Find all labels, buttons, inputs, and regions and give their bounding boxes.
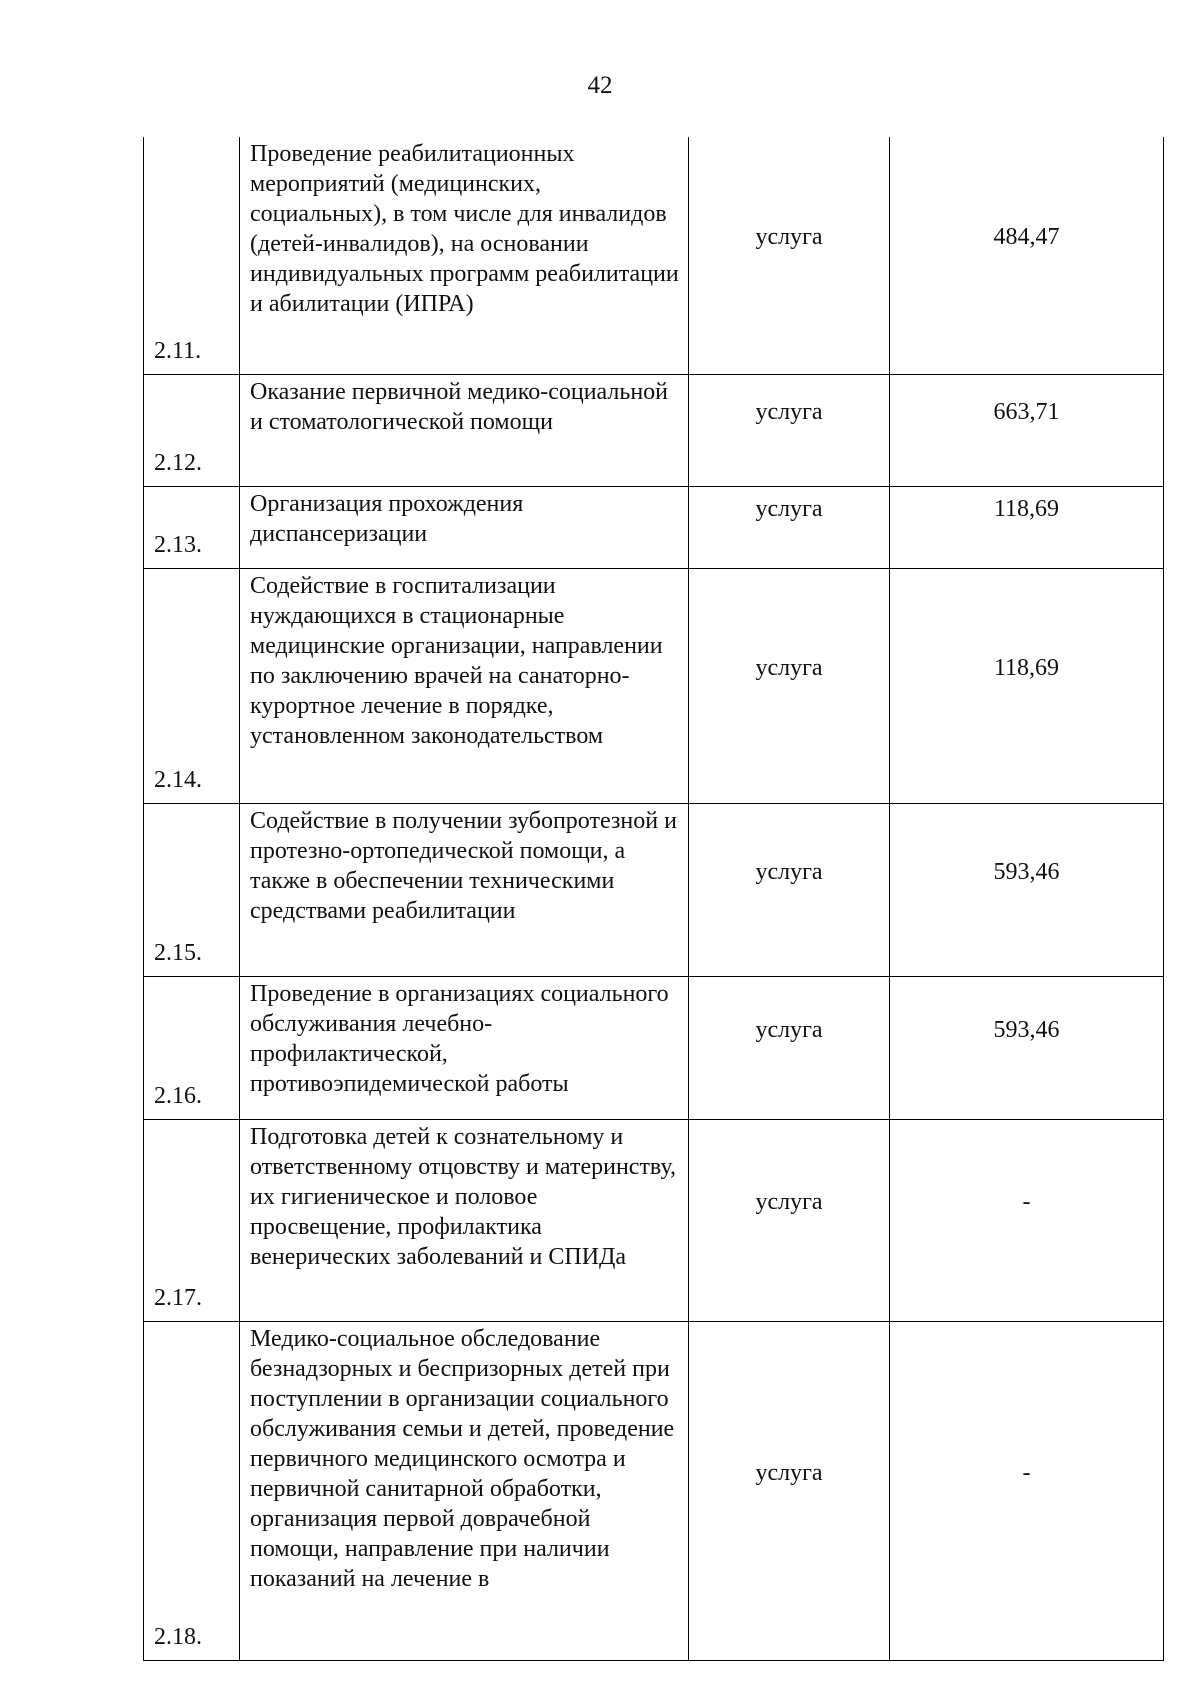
price-text: - <box>1022 1189 1031 1215</box>
service-name: Оказание первичной медико-социальной и стоматологической помощи <box>240 374 689 486</box>
service-name: Содействие в получении зубопротезной и протезно-ортопедической помощи, а также в обеспечении техническими средствами реабилитации <box>240 803 689 976</box>
service-name: Подготовка детей к сознательному и ответственному отцовству и материнству, их гигиеническое и половое просвещение, профилактика венерических заболеваний и СПИДа <box>240 1119 689 1321</box>
unit-text: услуга <box>755 1459 823 1486</box>
service-name: Проведение реабилитационных мероприятий (медицинских, социальных), в том числе для инвалидов (детей-инвалидов), на основании индивидуальных программ реабилитации и абилитации (ИПРА) <box>240 137 689 374</box>
unit-text: услуга <box>755 654 823 681</box>
row-number: 2.15. <box>144 803 240 976</box>
table-row <box>144 976 1164 1119</box>
table-row <box>144 568 1164 803</box>
price-cell <box>890 1321 1164 1660</box>
row-number: 2.13. <box>144 486 240 568</box>
row-number: 2.17. <box>144 1119 240 1321</box>
table-row <box>144 1119 1164 1321</box>
price-cell <box>890 137 1164 374</box>
service-name: Проведение в организациях социального обслуживания лечебно-профилактической, противоэпидемической работы <box>240 976 689 1119</box>
row-number: 2.12. <box>144 374 240 486</box>
row-number: 2.11. <box>144 137 240 374</box>
unit-text: услуга <box>755 1016 823 1043</box>
price-text: 118,69 <box>993 496 1060 522</box>
price-cell <box>890 976 1164 1119</box>
price-cell <box>890 803 1164 976</box>
price-text: 593,46 <box>993 858 1060 885</box>
price-cell <box>890 374 1164 486</box>
table-row <box>144 486 1164 568</box>
page-number: 42 <box>587 72 613 99</box>
price-text: - <box>1022 1459 1031 1486</box>
unit-cell <box>689 568 890 803</box>
price-text: 593,46 <box>993 1016 1060 1043</box>
unit-text: услуга <box>755 224 823 251</box>
price-text: 118,69 <box>993 654 1060 681</box>
table-row <box>144 803 1164 976</box>
unit-cell <box>689 486 890 568</box>
row-number: 2.16. <box>144 976 240 1119</box>
row-number: 2.14. <box>144 568 240 803</box>
unit-cell <box>689 137 890 374</box>
unit-cell <box>689 374 890 486</box>
price-text: 484,47 <box>993 224 1060 251</box>
unit-cell <box>689 1321 890 1660</box>
price-cell <box>890 568 1164 803</box>
row-number: 2.18. <box>144 1321 240 1660</box>
unit-cell <box>689 1119 890 1321</box>
table-row <box>144 137 1164 374</box>
unit-cell <box>689 803 890 976</box>
price-cell <box>890 1119 1164 1321</box>
price-cell <box>890 486 1164 568</box>
service-name: Организация прохождения диспансеризации <box>240 486 689 568</box>
unit-text: услуга <box>755 496 823 522</box>
table-row <box>144 1321 1164 1660</box>
unit-text: услуга <box>755 858 823 885</box>
unit-text: услуга <box>755 1189 823 1215</box>
table-row <box>144 374 1164 486</box>
service-name: Содействие в госпитализации нуждающихся в стационарные медицинские организации, направлении по заключению врачей на санаторно-курортное лечение в порядке, установленном законодательством <box>240 568 689 803</box>
service-name: Медико-социальное обследование безнадзорных и беспризорных детей при поступлении в организации социального обслуживания семьи и детей, проведение первичного медицинского осмотра и первичной санитарной обработки, организация первой доврачебной помощи, направление при наличии показаний на лечение в <box>240 1321 689 1660</box>
services-table <box>143 137 1164 1661</box>
price-text: 663,71 <box>993 399 1060 425</box>
unit-text: услуга <box>755 399 823 425</box>
unit-cell <box>689 976 890 1119</box>
